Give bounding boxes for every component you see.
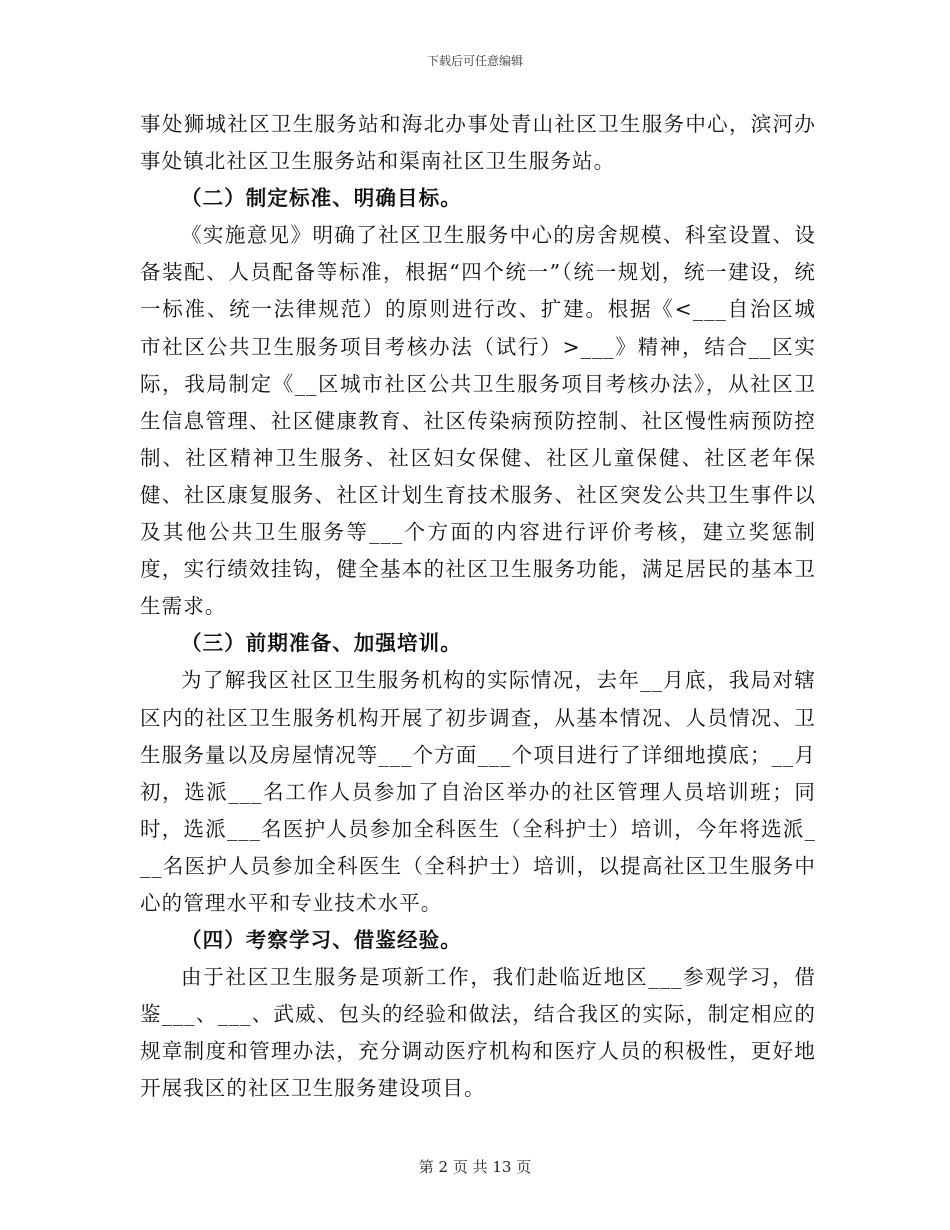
- section-heading-2: （二）制定标准、明确目标。: [181, 186, 462, 211]
- paragraph-continuation: 事处狮城社区卫生服务站和海北办事处青山社区卫生服务中心，滨河办事处镇北社区卫生服务站和渠南社区卫生服务站。: [140, 112, 816, 174]
- document-body: [140, 106, 816, 1108]
- paragraph-training: 为了解我区社区卫生服务机构的实际情况，去年__月底，我局对辖区内的社区卫生服务机构开展了初步调查，从基本情况、人员情况、卫生服务量以及房屋情况等___个方面___个项目进行了详细地摸底；__月初，选派___名工作人员参加了自治区举办的社区管理人员培训班；同时，选派___名医护人员参加全科医生（全科护士）培训，今年将选派___名医护人员参加全科医生（全科护士）培训，以提高社区卫生服务中心的管理水平和专业技术水平。: [140, 668, 816, 915]
- section-heading-4: （四）考察学习、借鉴经验。: [181, 928, 462, 953]
- paragraph-standards: 《实施意见》明确了社区卫生服务中心的房舍规模、科室设置、设备装配、人员配备等标准，根据“四个统一”（统一规划，统一建设，统一标准、统一法律规范）的原则进行改、扩建。根据《<___自治区城市社区公共卫生服务项目考核办法（试行）>___》精神，结合__区实际，我局制定《__区城市社区公共卫生服务项目考核办法》，从社区卫生信息管理、社区健康教育、社区传染病预防控制、社区慢性病预防控制、社区精神卫生服务、社区妇女保健、社区儿童保健、社区老年保健、社区康复服务、社区计划生育技术服务、社区突发公共卫生事件以及其他公共卫生服务等___个方面的内容进行评价考核，建立奖惩制度，实行绩效挂钩，健全基本的社区卫生服务功能，满足居民的基本卫生需求。: [140, 223, 816, 619]
- page-header: 下载后可任意编辑: [426, 54, 523, 68]
- page-footer: 第 2 页 共 13 页: [418, 1158, 532, 1176]
- paragraph-learning: 由于社区卫生服务是项新工作，我们赴临近地区___参观学习，借鉴___、___、武威、包头的经验和做法，结合我区的实际，制定相应的规章制度和管理办法，充分调动医疗机构和医疗人员的积极性，更好地开展我区的社区卫生服务建设项目。: [140, 965, 816, 1101]
- section-heading-3: （三）前期准备、加强培训。: [181, 631, 462, 656]
